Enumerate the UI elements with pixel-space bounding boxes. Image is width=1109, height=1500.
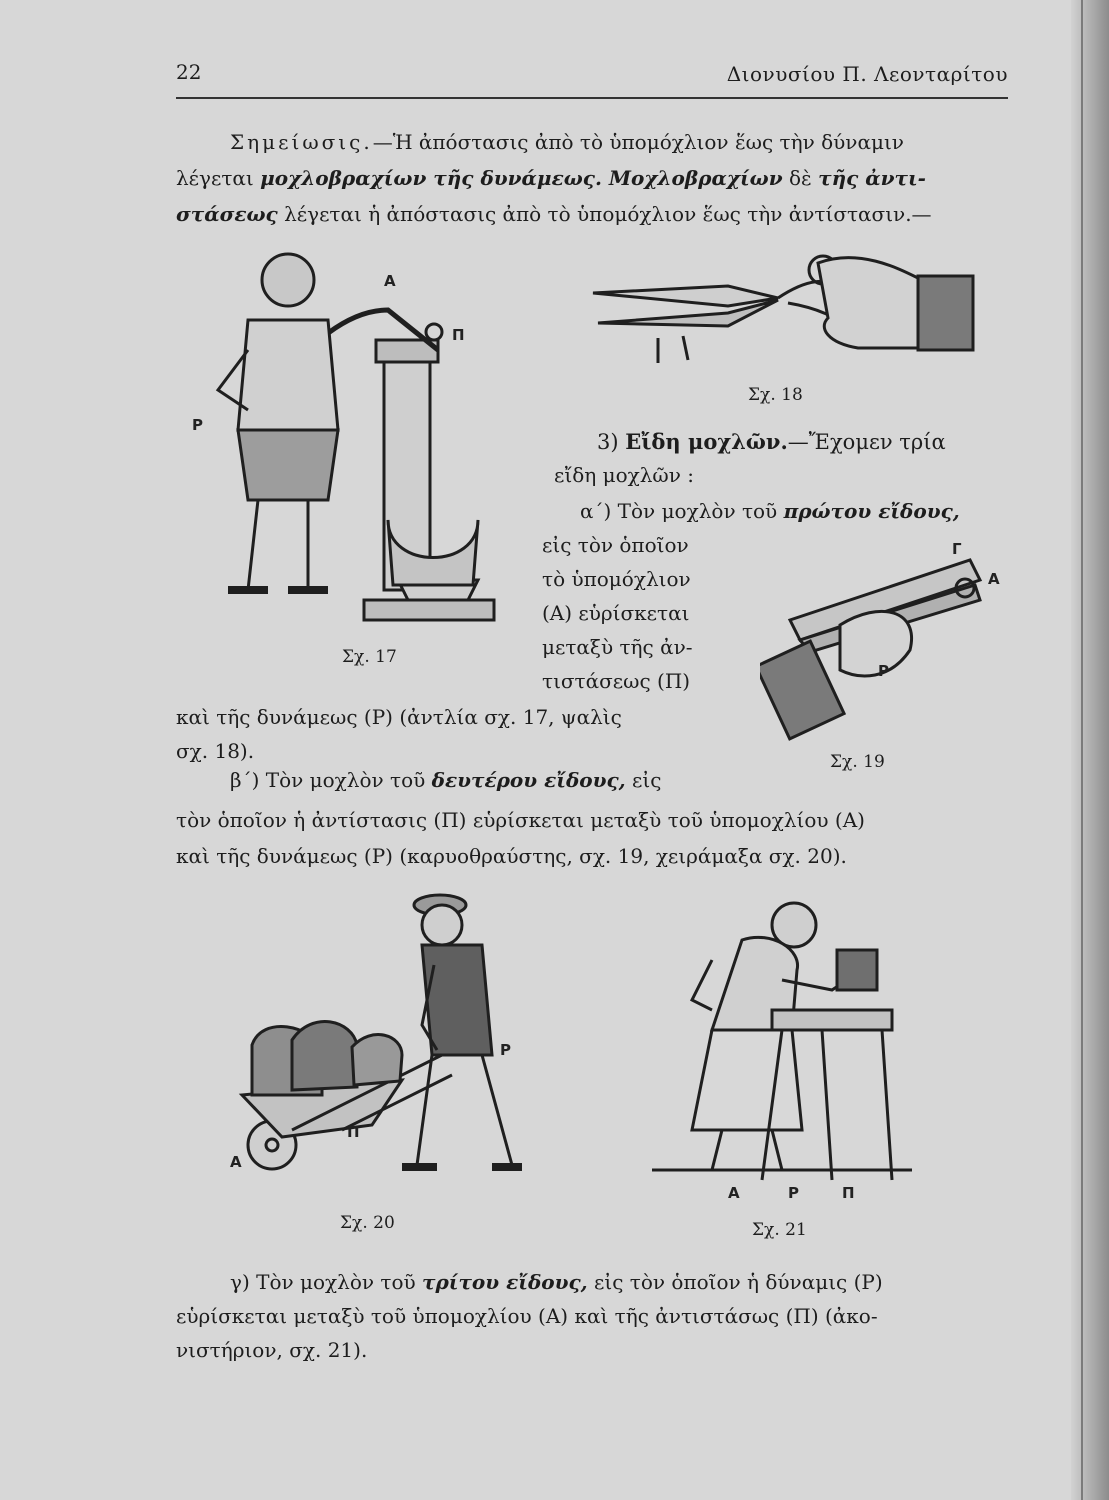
man-head: [422, 905, 462, 945]
fig21-label-A: Α: [728, 1184, 740, 1202]
figure-21-grindstone: [632, 880, 912, 1210]
sleeve-cuff: [760, 641, 844, 739]
fig20-label-A: Α: [230, 1153, 242, 1171]
hand: [840, 611, 912, 676]
fig20-label-P: Π: [347, 1123, 360, 1141]
type-a-line-end: σχ. 18).: [176, 739, 255, 763]
figure-17-caption: Σχ. 17: [342, 647, 397, 667]
note-line-3: στάσεως λέγεται ἡ ἀπόστασις ἀπὸ τὸ ὑπομόχλιον ἕως τὴν ἀντίστασιν.—: [176, 202, 932, 226]
fig21-label-R: Ρ: [788, 1184, 799, 1202]
type-a-col-1: εἰς τὸν ὁποῖον: [542, 533, 689, 557]
type-c-line-2: εὑρίσκεται μεταξὺ τοῦ ὑπομοχλίου (Α) καὶ τῆς ἀντιστάσως (Π) (ἀκο-: [176, 1304, 878, 1328]
figure-19-nutcracker: [760, 540, 1010, 750]
type-b-line-3: καὶ τῆς δυνάμεως (Ρ) (καρυοθραύστης, σχ. 19, χειράμαξα σχ. 20).: [176, 844, 847, 868]
figure-20-wheelbarrow: [222, 875, 552, 1195]
fig19-label-A: Α: [988, 570, 1000, 588]
figure-18-caption: Σχ. 18: [748, 385, 803, 405]
figure-20-caption: Σχ. 20: [340, 1213, 395, 1233]
figure-19-caption: Σχ. 19: [830, 752, 885, 772]
running-head: Διονυσίου Π. Λεονταρίτου: [726, 62, 1008, 86]
type-c-line-3: νιστήριον, σχ. 21).: [176, 1338, 368, 1362]
scissors-blade-lower: [598, 300, 778, 326]
type-a-col-2: τὸ ὑπομόχλιον: [542, 567, 691, 591]
type-a-line-full: καὶ τῆς δυνάμεως (Ρ) (ἀντλία σχ. 17, ψαλὶς: [176, 705, 622, 729]
type-a-line-1: α΄) Τὸν μοχλὸν τοῦ πρώτου εἴδους,: [580, 499, 960, 523]
sleeve-cuff: [918, 276, 973, 350]
fig17-label-P: Π: [452, 326, 465, 344]
note-line-1: Σημείωσις.—Ἡ ἀπόστασις ἀπὸ τὸ ὑπομόχλιον ἕως τὴν δύναμιν: [230, 130, 904, 154]
figure-18-scissors: [588, 248, 983, 368]
bench-top: [772, 1010, 892, 1030]
type-a-col-5: τιστάσεως (Π): [542, 669, 691, 693]
header-rule: [176, 97, 1008, 99]
fig17-label-R: Ρ: [192, 416, 203, 434]
boy-head: [262, 254, 314, 306]
fig17-label-A: Α: [384, 272, 396, 290]
type-c-line-1: γ) Τὸν μοχλὸν τοῦ τρίτου εἴδους, εἰς τὸν ὁποῖον ἡ δύναμις (Ρ): [230, 1270, 883, 1294]
figure-17-pump: [188, 240, 508, 640]
apron: [692, 1030, 802, 1130]
page-number: 22: [176, 60, 202, 84]
page-header: [176, 60, 1008, 98]
hand: [818, 258, 918, 348]
fig19-label-R: Ρ: [878, 662, 889, 680]
fig21-label-P: Π: [842, 1184, 855, 1202]
note-line-2: λέγεται μοχλοβραχίων τῆς δυνάμεως. Μοχλοβραχίων δὲ τῆς ἀντι-: [176, 166, 926, 190]
scissors-blade-upper: [593, 286, 778, 306]
type-b-line-1: β΄) Τὸν μοχλὸν τοῦ δευτέρου εἴδους, εἰς: [230, 768, 662, 792]
figure-21-caption: Σχ. 21: [752, 1220, 807, 1240]
page-gutter: [1071, 0, 1109, 1500]
grinding-stone: [837, 950, 877, 990]
type-b-line-2: τὸν ὁποῖον ἡ ἀντίστασις (Π) εὑρίσκεται μεταξὺ τοῦ ὑπομοχλίου (Α): [176, 808, 865, 832]
type-a-col-4: μεταξὺ τῆς ἀν-: [542, 635, 693, 659]
gutter-line: [1081, 0, 1083, 1500]
section-3-heading: 3) Εἴδη μοχλῶν.—Ἔχομεν τρία: [597, 429, 946, 454]
type-a-col-3: (Α) εὑρίσκεται: [542, 601, 690, 625]
section-3-line-2: εἴδη μοχλῶν :: [554, 463, 694, 487]
sack-2: [292, 1021, 357, 1090]
fig19-label-G: Γ: [952, 540, 962, 558]
fig20-label-R: Ρ: [500, 1041, 511, 1059]
